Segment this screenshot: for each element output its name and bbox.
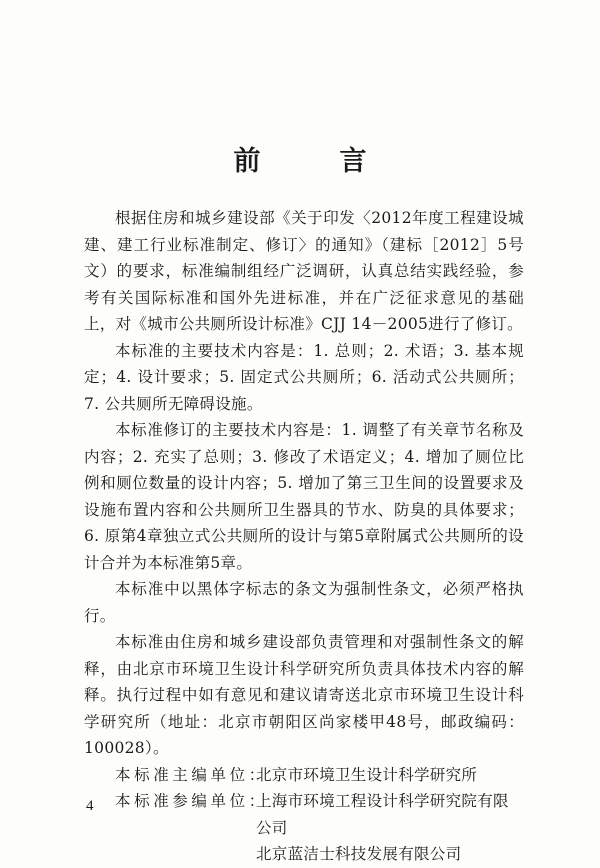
preface-body [84,205,524,868]
participant-1-line1: 上海市环境工程设计科学研究院有限 [256,792,509,810]
paragraph-background: 根据住房和城乡建设部《关于印发〈2012年度工程建设城建、建工行业标准制定、修订〉的通知》（建标［2012］5号文）的要求，标准编制组经广泛调研，认真总结实践经验，参考有关国际标准和国外先进标准，并在广泛征求意见的基础上，对《城市公共厕所设计标准》CJJ 14－2005进行了修订。 [84,209,524,333]
chief-editor-label: 本标准主编单位： [115,765,268,784]
paragraph-revision-content: 本标准修订的主要技术内容是：1. 调整了有关章节名称及内容；2. 充实了总则；3. 修改了术语定义；4. 增加了厕位比例和厕位数量的设计内容；5. 增加了第三卫生间的设置要求及设施布置内容和公共厕所卫生器具的节水、防臭的具体要求；6. 原第4章独立式公共厕所的设计与第5章附属式公共厕所的设计合并为本标准第5章。 [84,421,524,572]
chief-editor-name: 北京市环境卫生设计科学研究所 [256,765,478,784]
participant-1-line2: 公司 [256,818,288,837]
participant-2: 北京蓝洁士科技发展有限公司 [256,845,462,863]
paragraph-management: 本标准由住房和城乡建设部负责管理和对强制性条文的解释，由北京市环境卫生设计科学研究所负责具体技术内容的解释。执行过程中如有意见和建议请寄送北京市环境卫生设计科学研究所（地址：北京市朝阳区尚家楼甲48号，邮政编码：100028）。 [84,633,524,757]
participant-label: 本标准参编单位： [115,792,268,810]
paragraph-mandatory-clauses: 本标准中以黑体字标志的条文为强制性条文，必须严格执行。 [84,580,524,625]
paragraph-main-content: 本标准的主要技术内容是：1. 总则；2. 术语；3. 基本规定；4. 设计要求；5. 固定式公共厕所；6. 活动式公共厕所；7. 公共厕所无障碍设施。 [84,341,524,413]
page-title: 前 言 [233,146,393,177]
chief-editor-row [84,762,524,789]
chief-editor-values [256,762,524,789]
page-number: 4 [86,798,94,814]
participant-row [84,788,524,868]
participant-values [256,788,524,868]
